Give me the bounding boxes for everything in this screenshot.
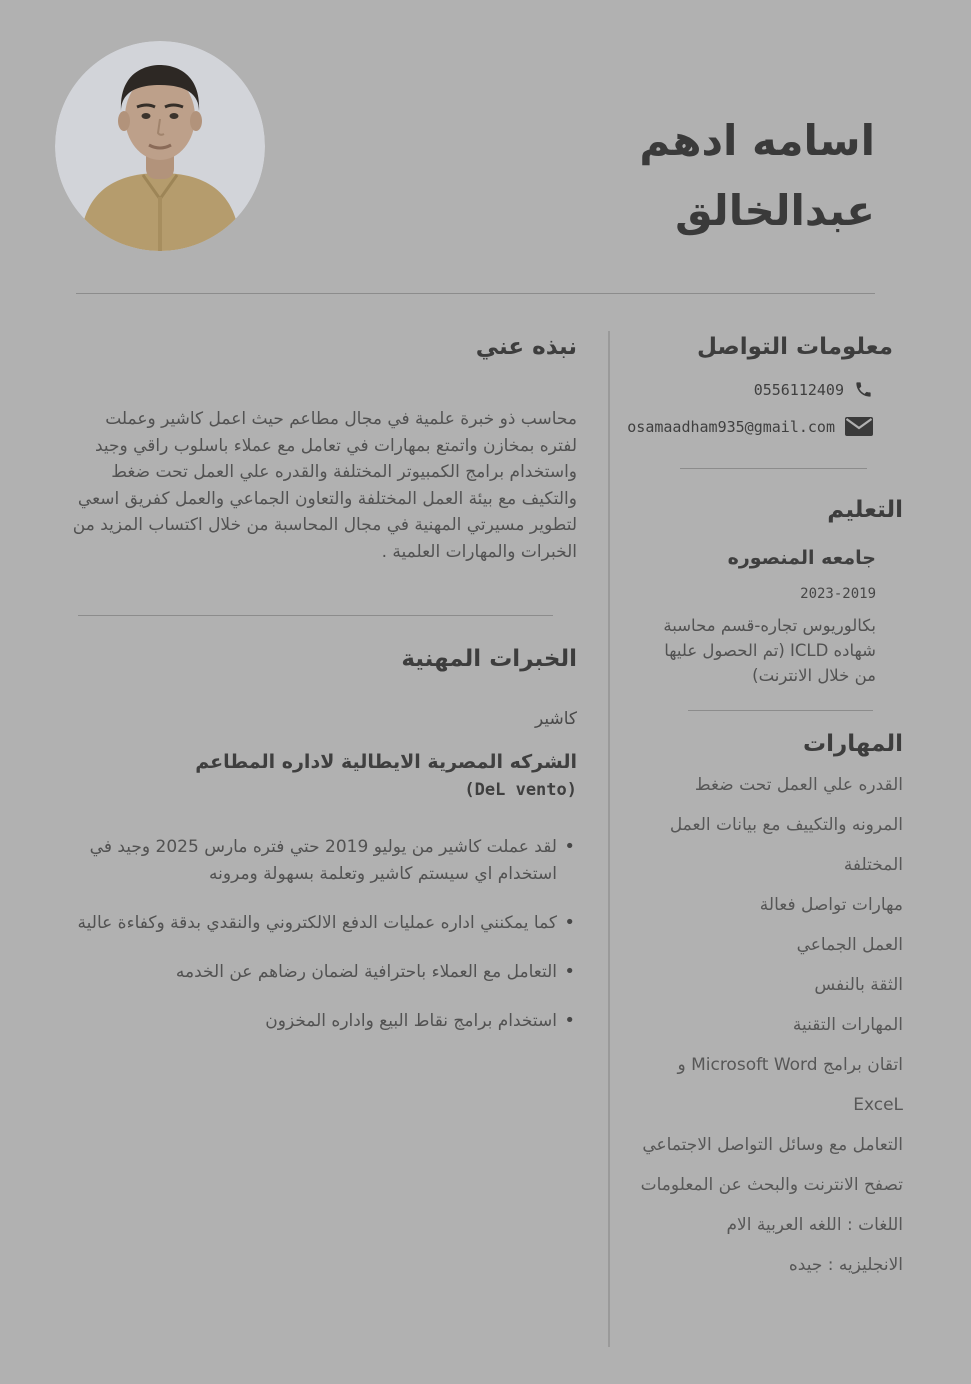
candidate-name-line1: اسامه ادهم [639,116,875,165]
skills-divider [688,710,873,711]
education-details [638,613,876,688]
email-row [627,417,903,436]
experience-bullets [63,834,577,1035]
experience-bullet-item: • لقد عملت كاشير من يوليو 2019 حتي فتره مارس 2025 وجيد في استخدام اي سيستم كاشير وتعلمة بسهولة ومرونه [63,834,557,888]
email-address: osamaadham935@gmail.com [627,417,835,436]
university-name: جامعه المنصوره [727,547,876,569]
phone-row [638,380,903,399]
skills-list [638,765,903,1285]
skill-item: مهارات تواصل فعالة [759,895,903,915]
education-divider [680,468,867,469]
company-name [63,748,577,804]
education-body [638,545,903,688]
side-column [627,320,903,1285]
main-column [63,320,577,1057]
skill-item: اللغات : اللغه العربية الام [726,1215,903,1235]
email-icon [845,417,873,436]
candidate-name [639,106,875,246]
company-name-latin: (DeL vento) [464,780,577,800]
education-years-value: 2023-2019 [800,586,876,602]
skill-item: الانجليزيه : جيده [788,1255,903,1275]
job-title: كاشير [534,709,577,729]
skill-item: تصفح الانترنت والبحث عن المعلومات [640,1175,903,1195]
skill-item: المرونه والتكييف مع بيانات العمل المختلفة [669,815,903,875]
experience-bullet-item: • كما يمكنني اداره عمليات الدفع الالكتروني والنقدي بدقة وكفاءة عالية [63,910,557,937]
skill-item: المهارات التقنية [792,1015,903,1035]
education-detail-line: بكالوريوس تجاره-قسم محاسبة [663,616,876,635]
profile-photo-illustration [55,41,265,251]
skill-item: الثقة بالنفس [814,975,903,995]
skill-item: العمل الجماعي [796,935,903,955]
education-heading: التعليم [827,497,903,523]
about-text: محاسب ذو خبرة علمية في مجال مطاعم حيث اعمل كاشير وعملت لفتره بمخازن واتمتع بمهارات في تعامل مع عملاء باسلوب راقي وجيد واستخدام برامج الكمبيوتر المختلفة والقدره علي العمل تحت ضغط والتكيف مع بيئة العمل المختلفة والتعاون الجماعي والعمل كفريق اسعي لتطوير مسيرتي المهنية في مجال المحاسبة من خلال اكتساب المزيد من الخبرات والمهارات العلمية . [72,409,577,562]
phone-number: 0556112409 [753,380,844,399]
candidate-name-line2: عبدالخالق [675,186,875,235]
skill-item: القدره علي العمل تحت ضغط [694,775,903,795]
header-divider [76,293,875,294]
column-divider [608,331,610,1347]
profile-photo [55,41,265,251]
experience-bullet-item: • استخدام برامج نقاط البيع واداره المخزون [63,1008,557,1035]
skill-item: اتقان برامج Microsoft Word و ExceL [677,1055,903,1115]
about-heading: نبذه عني [475,334,577,360]
skills-heading: المهارات [803,731,903,757]
education-years [638,583,876,605]
phone-icon [854,380,873,399]
experience-bullet-item: • التعامل مع العملاء باحترافية لضمان رضاهم عن الخدمه [63,959,557,986]
contact-heading: معلومات التواصل [697,334,893,360]
education-detail-line: شهاده ICLD (تم الحصول عليها من خلال الانترنت) [664,641,876,685]
experience-heading: الخبرات المهنية [401,646,577,672]
skill-item: التعامل مع وسائل التواصل الاجتماعي [642,1135,903,1155]
experience-divider [78,615,553,616]
company-name-arabic: الشركه المصرية الايطالية لاداره المطاعم [195,751,577,773]
